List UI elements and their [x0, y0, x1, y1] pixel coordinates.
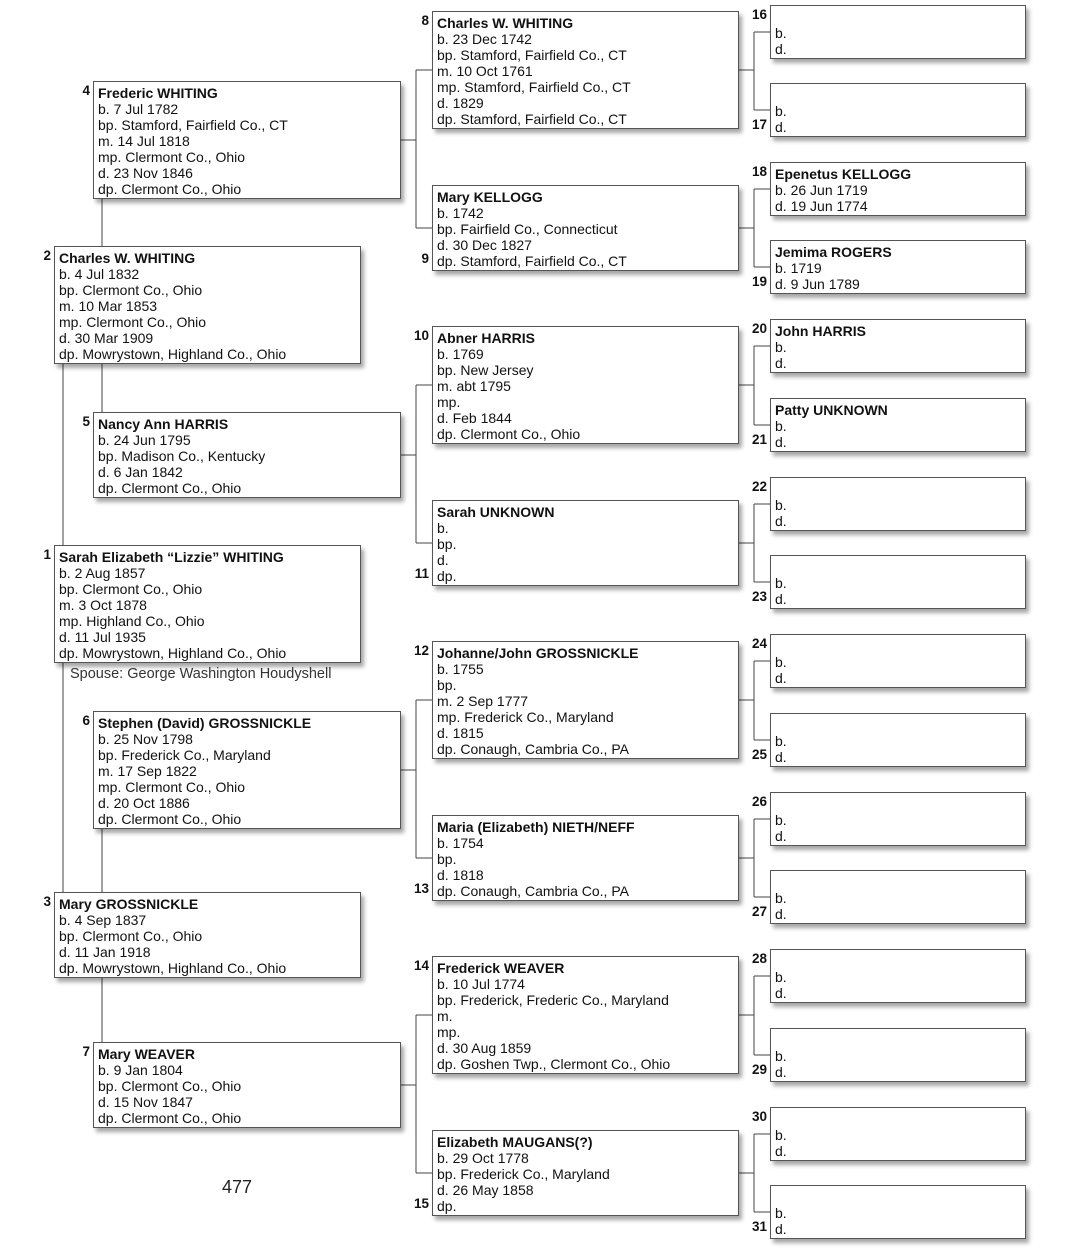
person-name — [775, 717, 1025, 733]
person-name: Johanne/John GROSSNICKLE — [437, 645, 639, 661]
person-detail: b. — [775, 812, 787, 828]
person-box-4[interactable] — [93, 81, 401, 199]
person-name: Mary GROSSNICKLE — [59, 896, 199, 912]
person-box-28[interactable] — [770, 949, 1026, 1003]
person-detail: dp. Goshen Twp., Clermont Co., Ohio — [437, 1056, 671, 1072]
person-name: Sarah UNKNOWN — [437, 504, 555, 520]
person-detail: b. — [775, 969, 787, 985]
person-detail: d. — [775, 513, 787, 529]
person-detail: dp. Clermont Co., Ohio — [98, 480, 242, 496]
person-detail: mp. Highland Co., Ohio — [59, 613, 205, 629]
person-name: Elizabeth MAUGANS(?) — [437, 1134, 593, 1150]
person-detail: d. 20 Oct 1886 — [98, 795, 190, 811]
person-detail: dp. Conaugh, Cambria Co., PA — [437, 741, 629, 757]
person-detail: dp. Clermont Co., Ohio — [98, 811, 242, 827]
person-name — [775, 796, 1025, 812]
ancestor-number: 13 — [413, 881, 429, 896]
ancestor-number: 1 — [43, 547, 51, 562]
person-name: Frederick WEAVER — [437, 960, 565, 976]
person-name — [775, 953, 1025, 969]
person-name — [775, 874, 1025, 890]
person-detail: d. 30 Mar 1909 — [59, 330, 154, 346]
person-box-16[interactable] — [770, 5, 1026, 59]
person-detail: bp. Fairfield Co., Connecticut — [437, 221, 618, 237]
person-box-12[interactable] — [432, 641, 739, 759]
person-detail: b. 1719 — [775, 260, 822, 276]
person-name: Mary KELLOGG — [437, 189, 543, 205]
person-detail: d. 26 May 1858 — [437, 1182, 534, 1198]
person-detail: b. 1769 — [437, 346, 484, 362]
person-box-29[interactable] — [770, 1028, 1026, 1082]
person-detail: mp. — [437, 394, 461, 410]
person-detail: m. abt 1795 — [437, 378, 511, 394]
person-name: Charles W. WHITING — [437, 15, 574, 31]
person-name: Maria (Elizabeth) NIETH/NEFF — [437, 819, 635, 835]
person-detail: b. — [437, 520, 449, 536]
ancestor-number: 23 — [751, 589, 767, 604]
person-name: Nancy Ann HARRIS — [98, 416, 229, 432]
person-box-15[interactable] — [432, 1130, 739, 1216]
person-detail: b. 25 Nov 1798 — [98, 731, 193, 747]
person-box-2[interactable] — [54, 246, 361, 364]
person-detail: bp. Clermont Co., Ohio — [59, 928, 203, 944]
person-box-18[interactable] — [770, 162, 1026, 216]
person-detail: d. 1815 — [437, 725, 484, 741]
person-box-26[interactable] — [770, 792, 1026, 846]
person-detail: bp. Clermont Co., Ohio — [98, 1078, 242, 1094]
person-detail: d. 15 Nov 1847 — [98, 1094, 193, 1110]
ancestor-number: 27 — [751, 904, 767, 919]
person-detail: m. 14 Jul 1818 — [98, 133, 190, 149]
person-detail: mp. Clermont Co., Ohio — [98, 149, 246, 165]
person-detail: b. 9 Jan 1804 — [98, 1062, 183, 1078]
person-detail: bp. Clermont Co., Ohio — [59, 282, 203, 298]
person-detail: b. 24 Jun 1795 — [98, 432, 191, 448]
person-box-8[interactable] — [432, 11, 739, 129]
spouse-note: Spouse: George Washington Houdyshell — [70, 666, 332, 682]
ancestor-number: 8 — [421, 13, 429, 28]
person-detail: b. — [775, 654, 787, 670]
person-name — [775, 638, 1025, 654]
person-box-1[interactable] — [54, 545, 361, 663]
person-box-30[interactable] — [770, 1107, 1026, 1161]
person-detail: bp. — [437, 536, 457, 552]
person-detail: d. — [775, 119, 787, 135]
person-detail: d. — [775, 670, 787, 686]
person-detail: b. 29 Oct 1778 — [437, 1150, 529, 1166]
ancestor-number: 19 — [751, 274, 767, 289]
person-name: Mary WEAVER — [98, 1046, 195, 1062]
person-detail: d. — [437, 552, 449, 568]
person-detail: bp. Stamford, Fairfield Co., CT — [98, 117, 288, 133]
person-detail: dp. — [437, 568, 457, 584]
person-name: Frederic WHITING — [98, 85, 218, 101]
person-name — [775, 559, 1025, 575]
person-box-24[interactable] — [770, 634, 1026, 688]
person-detail: d. 30 Dec 1827 — [437, 237, 532, 253]
person-detail: dp. Clermont Co., Ohio — [437, 426, 581, 442]
person-detail: mp. Frederick Co., Maryland — [437, 709, 614, 725]
ancestor-number: 14 — [413, 958, 429, 973]
person-box-31[interactable] — [770, 1185, 1026, 1239]
ancestor-number: 29 — [751, 1062, 767, 1077]
person-box-23[interactable] — [770, 555, 1026, 609]
ancestor-number: 2 — [43, 248, 51, 263]
person-box-6[interactable] — [93, 711, 401, 829]
ancestor-number: 12 — [413, 643, 429, 658]
person-detail: d. 23 Nov 1846 — [98, 165, 193, 181]
person-detail: dp. Stamford, Fairfield Co., CT — [437, 111, 627, 127]
person-detail: b. — [775, 890, 787, 906]
ancestor-number: 22 — [751, 479, 767, 494]
ancestor-number: 18 — [751, 164, 767, 179]
person-detail: d. — [775, 1143, 787, 1159]
person-detail: d. 9 Jun 1789 — [775, 276, 860, 292]
person-detail: m. 10 Oct 1761 — [437, 63, 533, 79]
ancestor-number: 4 — [82, 83, 90, 98]
person-detail: b. 23 Dec 1742 — [437, 31, 532, 47]
ancestor-number: 21 — [751, 432, 767, 447]
person-detail: b. — [775, 1205, 787, 1221]
person-detail: d. 11 Jul 1935 — [59, 629, 146, 645]
person-detail: bp. Madison Co., Kentucky — [98, 448, 266, 464]
ancestor-number: 20 — [751, 321, 767, 336]
person-box-10[interactable] — [432, 326, 739, 444]
ancestor-number: 3 — [43, 894, 51, 909]
person-box-14[interactable] — [432, 956, 739, 1074]
person-detail: b. — [775, 497, 787, 513]
person-name — [775, 1032, 1025, 1048]
person-detail: b. 1755 — [437, 661, 484, 677]
person-detail: b. — [775, 418, 787, 434]
page-number: 477 — [222, 1177, 253, 1197]
person-detail: bp. Stamford, Fairfield Co., CT — [437, 47, 627, 63]
person-detail: dp. — [437, 1198, 457, 1214]
person-name: Patty UNKNOWN — [775, 402, 888, 418]
person-name — [775, 87, 1025, 103]
person-name: Sarah Elizabeth “Lizzie” WHITING — [59, 549, 284, 565]
person-detail: b. 4 Sep 1837 — [59, 912, 147, 928]
person-detail: m. 3 Oct 1878 — [59, 597, 147, 613]
ancestor-number: 24 — [751, 636, 767, 651]
person-detail: d. — [775, 906, 787, 922]
person-box-9[interactable] — [432, 185, 739, 271]
person-box-19[interactable] — [770, 240, 1026, 294]
person-detail: dp. Mowrystown, Highland Co., Ohio — [59, 645, 287, 661]
ancestor-number: 30 — [751, 1109, 767, 1124]
person-detail: bp. — [437, 677, 457, 693]
person-name: Jemima ROGERS — [775, 244, 892, 260]
person-name: Stephen (David) GROSSNICKLE — [98, 715, 312, 731]
person-detail: bp. — [437, 851, 457, 867]
person-detail: b. 1754 — [437, 835, 484, 851]
person-detail: d. 1829 — [437, 95, 484, 111]
person-detail: mp. Stamford, Fairfield Co., CT — [437, 79, 631, 95]
ancestor-number: 10 — [413, 328, 429, 343]
person-name: Abner HARRIS — [437, 330, 536, 346]
person-detail: b. 7 Jul 1782 — [98, 101, 179, 117]
person-detail: b. — [775, 339, 787, 355]
person-name — [775, 1111, 1025, 1127]
person-detail: d. Feb 1844 — [437, 410, 512, 426]
person-detail: m. 10 Mar 1853 — [59, 298, 158, 314]
person-box-13[interactable] — [432, 815, 739, 901]
person-name: Charles W. WHITING — [59, 250, 196, 266]
person-detail: b. 2 Aug 1857 — [59, 565, 146, 581]
ancestor-number: 7 — [82, 1044, 90, 1059]
person-detail: b. 26 Jun 1719 — [775, 182, 868, 198]
ancestor-number: 5 — [82, 414, 90, 429]
person-box-7[interactable] — [93, 1042, 401, 1128]
person-detail: d. — [775, 1221, 787, 1237]
person-detail: d. 19 Jun 1774 — [775, 198, 868, 214]
person-detail: dp. Mowrystown, Highland Co., Ohio — [59, 346, 287, 362]
person-detail: mp. Clermont Co., Ohio — [59, 314, 207, 330]
ancestor-number: 25 — [751, 747, 767, 762]
person-detail: m. 2 Sep 1777 — [437, 693, 529, 709]
ancestor-number: 28 — [751, 951, 767, 966]
person-box-25[interactable] — [770, 713, 1026, 767]
person-detail: b. — [775, 1048, 787, 1064]
person-detail: d. 30 Aug 1859 — [437, 1040, 532, 1056]
person-name: Epenetus KELLOGG — [775, 166, 912, 182]
person-detail: d. 6 Jan 1842 — [98, 464, 183, 480]
person-box-11[interactable] — [432, 500, 739, 586]
ancestor-number: 16 — [751, 7, 767, 22]
person-detail: d. — [775, 434, 787, 450]
person-detail: d. — [775, 41, 787, 57]
ancestor-number: 31 — [751, 1219, 767, 1234]
person-detail: mp. — [437, 1024, 461, 1040]
person-detail: dp. Conaugh, Cambria Co., PA — [437, 883, 629, 899]
ancestor-number: 26 — [751, 794, 767, 809]
person-detail: d. — [775, 1064, 787, 1080]
person-box-22[interactable] — [770, 477, 1026, 531]
person-detail: bp. Frederick Co., Maryland — [437, 1166, 610, 1182]
person-detail: d. 11 Jan 1918 — [59, 944, 151, 960]
person-name — [775, 481, 1025, 497]
person-detail: d. — [775, 749, 787, 765]
person-detail: dp. Mowrystown, Highland Co., Ohio — [59, 960, 287, 976]
person-detail: bp. New Jersey — [437, 362, 534, 378]
person-detail: d. — [775, 591, 787, 607]
person-detail: m. 17 Sep 1822 — [98, 763, 197, 779]
person-detail: b. — [775, 733, 787, 749]
ancestor-number: 17 — [751, 117, 767, 132]
ancestor-number: 6 — [82, 713, 90, 728]
person-detail: dp. Clermont Co., Ohio — [98, 1110, 242, 1126]
person-detail: dp. Clermont Co., Ohio — [98, 181, 242, 197]
person-box-21[interactable] — [770, 398, 1026, 452]
person-detail: bp. Frederick, Frederic Co., Maryland — [437, 992, 669, 1008]
ancestor-number: 15 — [413, 1196, 429, 1211]
person-box-17[interactable] — [770, 83, 1026, 137]
person-detail: bp. Clermont Co., Ohio — [59, 581, 203, 597]
person-detail: b. — [775, 25, 787, 41]
ancestor-number: 11 — [414, 566, 429, 581]
person-name — [775, 9, 1025, 25]
person-detail: d. — [775, 985, 787, 1001]
person-detail: b. — [775, 103, 787, 119]
person-box-3[interactable] — [54, 892, 361, 978]
person-detail: d. 1818 — [437, 867, 484, 883]
ancestor-number: 9 — [421, 251, 429, 266]
person-detail: d. — [775, 828, 787, 844]
person-detail: dp. Stamford, Fairfield Co., CT — [437, 253, 627, 269]
person-name — [775, 1189, 1025, 1205]
person-detail: b. — [775, 575, 787, 591]
person-box-5[interactable] — [93, 412, 401, 498]
person-detail: b. 1742 — [437, 205, 484, 221]
person-detail: b. — [775, 1127, 787, 1143]
person-box-20[interactable] — [770, 319, 1026, 373]
person-detail: d. — [775, 355, 787, 371]
person-detail: bp. Frederick Co., Maryland — [98, 747, 271, 763]
person-box-27[interactable] — [770, 870, 1026, 924]
person-detail: b. 10 Jul 1774 — [437, 976, 525, 992]
person-detail: mp. Clermont Co., Ohio — [98, 779, 246, 795]
person-detail: m. — [437, 1008, 453, 1024]
person-name: John HARRIS — [775, 323, 866, 339]
person-detail: b. 4 Jul 1832 — [59, 266, 140, 282]
